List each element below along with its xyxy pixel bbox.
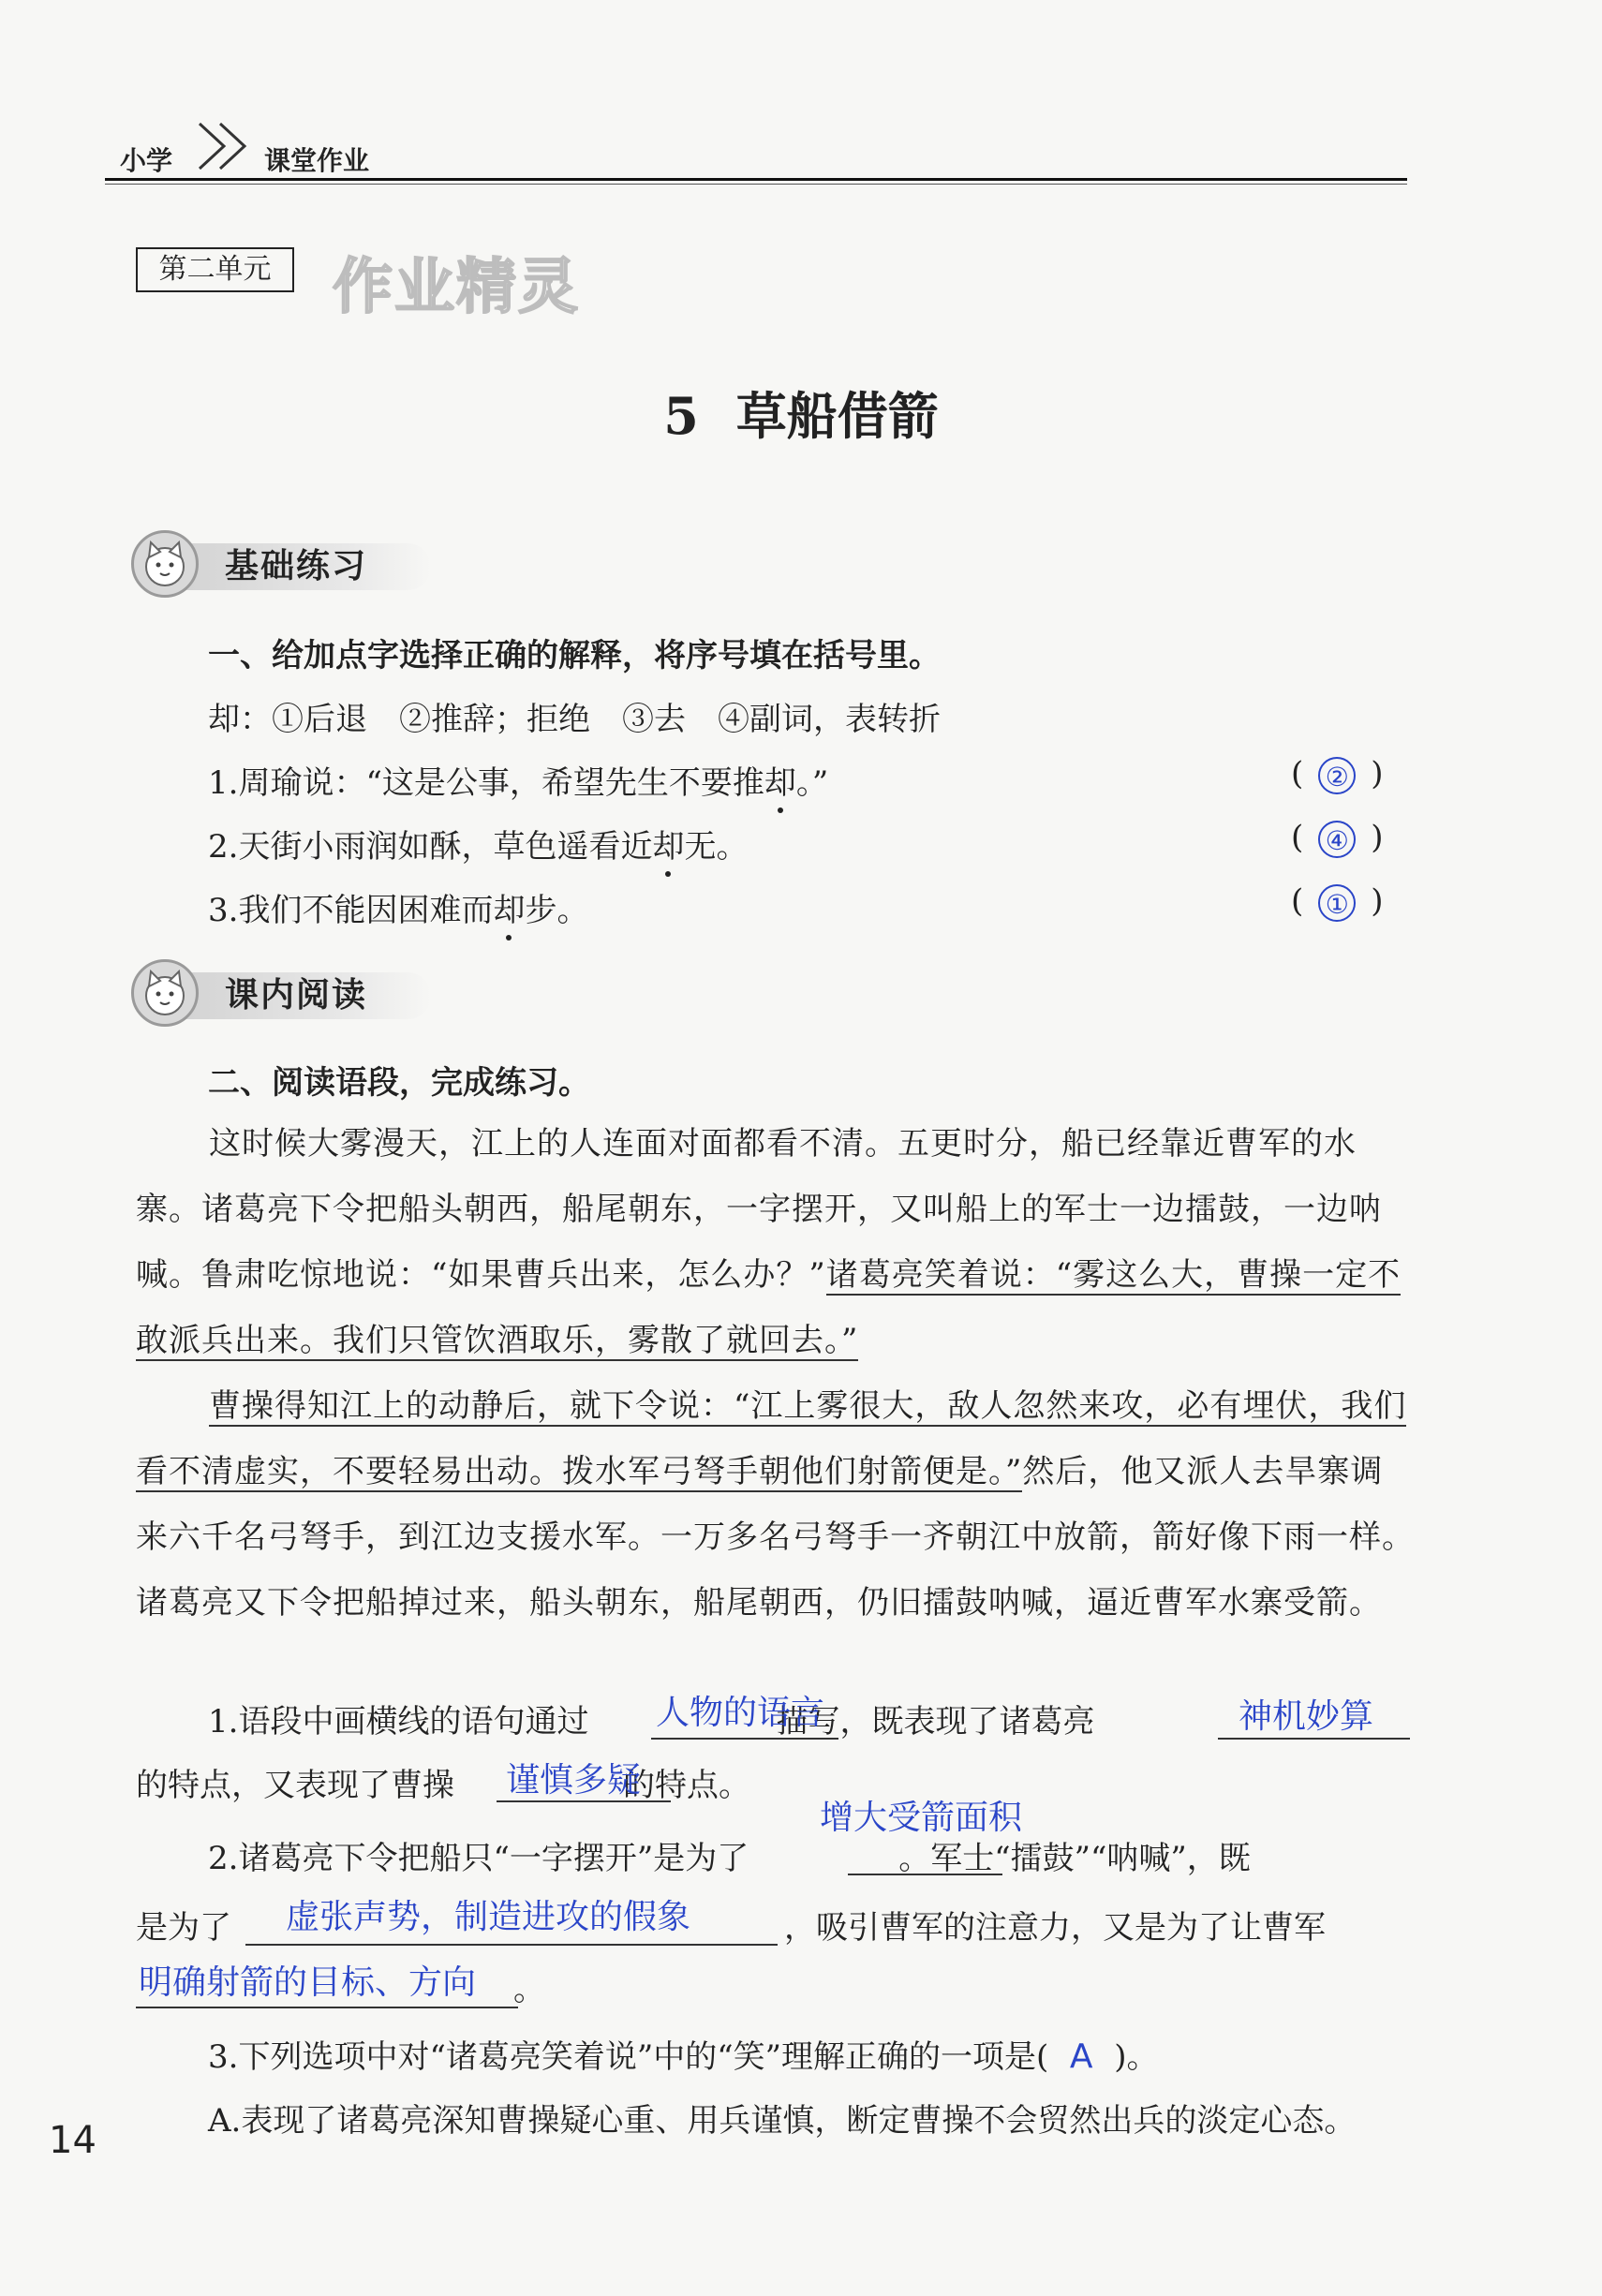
- q1-prompt: 一、给加点字选择正确的解释，将序号填在括号里。: [208, 637, 941, 674]
- lesson-number: 5: [663, 386, 699, 446]
- header-rule: [105, 178, 1407, 181]
- double-chevron-icon: [192, 118, 263, 174]
- page-number: 14: [49, 2119, 96, 2162]
- ex3-answer: A: [1069, 2037, 1093, 2076]
- lesson-name: 草船借箭: [735, 387, 939, 446]
- unit-label: 第二单元: [136, 247, 294, 292]
- ex1-answer-3: 谨慎多疑: [506, 1761, 642, 1800]
- q1-item-3: 3.我们不能因困难而却步。: [208, 892, 589, 929]
- section-title-basic: 基础练习: [225, 547, 368, 585]
- ex1-answer-2: 神机妙算: [1239, 1697, 1374, 1736]
- q1-item-2: 2.天街小雨润如酥，草色遥看近却无。: [208, 828, 749, 866]
- q2-prompt: 二、阅读语段，完成练习。: [208, 1064, 590, 1102]
- ex3-question: 3.下列选项中对“诸葛亮笑着说”中的“笑”理解正确的一项是( A )。: [208, 2037, 1159, 2076]
- ex1-text-a: 1.语段中画横线的语句通过 描写，既表现了诸葛亮: [208, 1703, 1095, 1741]
- cat-face-icon: [131, 959, 199, 1027]
- section-banner-reading: [131, 959, 431, 1029]
- ex1-text-b: 的特点，又表现了曹操 的特点。: [136, 1767, 750, 1804]
- q1-answer-2: ( ④ ): [1291, 819, 1384, 856]
- ex1-answer-1: 人物的语言: [656, 1694, 825, 1732]
- ex2-blank-2: [245, 1944, 778, 1946]
- q1-answer-3: ( ① ): [1291, 882, 1384, 920]
- header-school: 小学: [120, 145, 173, 176]
- ex2-blank-1: [848, 1874, 1002, 1875]
- section-title-reading: 课内阅读: [225, 976, 368, 1015]
- passage-paragraph-2: 曹操得知江上的动静后，就下令说：“江上雾很大，敌人忽然来攻，必有埋伏，我们看不清虚实，不要轻易出动。拨水军弓弩手朝他们射箭便是。”然后，他又派人去旱寨调来六千名弓弩手，到江边支援水军。一万多名弓弩手一齐朝江中放箭，箭好像下雨一样。诸葛亮又下令把船掉过来，船头朝东，船尾朝西，仍旧擂鼓呐喊，逼近曹军水寨受箭。: [136, 1387, 1415, 1622]
- q1-item-1: 1.周瑜说：“这是公事，希望先生不要推却。”: [208, 764, 829, 802]
- ex2-blank-3: [136, 2007, 518, 2008]
- ex2-answer-1: 增大受箭面积: [820, 1799, 1023, 1837]
- ex1-blank-2: [1218, 1738, 1410, 1740]
- ex1-blank-1: [651, 1738, 838, 1740]
- ex2-end: 。: [513, 1971, 545, 2008]
- header-rule-thin: [105, 184, 1407, 185]
- section-banner-basic: [131, 530, 431, 600]
- cat-face-icon: [131, 530, 199, 598]
- underlined-sentence-2: 曹操得知江上的动静后，就下令说：“江上雾很大，敌人忽然来攻，必有埋伏，我们看不清虚实，不要轻易出动。拨水军弓弩手朝他们射箭便是。”: [136, 1387, 1407, 1490]
- ex2-answer-3: 明确射箭的目标、方向: [139, 1963, 477, 2002]
- underlined-sentence-1: 诸葛亮笑着说：“雾这么大，曹操一定不敢派兵出来。我们只管饮酒取乐，雾散了就回去。”: [136, 1256, 1402, 1359]
- ex3-option-a: A.表现了诸葛亮深知曹操疑心重、用兵谨慎，断定曹操不会贸然出兵的淡定心态。: [208, 2102, 1357, 2140]
- watermark: 作业精灵: [333, 253, 580, 322]
- passage-paragraph-1: 这时候大雾漫天，江上的人连面对面都看不清。五更时分，船已经靠近曹军的水寨。诸葛亮下令把船头朝西，船尾朝东，一字摆开，又叫船上的军士一边擂鼓，一边呐喊。鲁肃吃惊地说：“如果曹兵出来，怎么办？”诸葛亮笑着说：“雾这么大，曹操一定不敢派兵出来。我们只管饮酒取乐，雾散了就回去。”: [136, 1125, 1402, 1359]
- q1-definitions: 却：①后退 ②推辞；拒绝 ③去 ④副词，表转折: [208, 701, 941, 738]
- header-title: 课堂作业: [264, 145, 370, 176]
- ex2-text-a: 2.诸葛亮下令把船只“一字摆开”是为了 。军士“擂鼓”“呐喊”，既: [208, 1840, 1251, 1877]
- lesson-title: [0, 377, 1602, 449]
- ex2-text-b: 是为了 ，吸引曹军的注意力，又是为了让曹军: [136, 1909, 1326, 1947]
- q1-answer-1: ( ② ): [1291, 755, 1384, 792]
- ex2-answer-2: 虚张声势，制造进攻的假象: [286, 1898, 691, 1936]
